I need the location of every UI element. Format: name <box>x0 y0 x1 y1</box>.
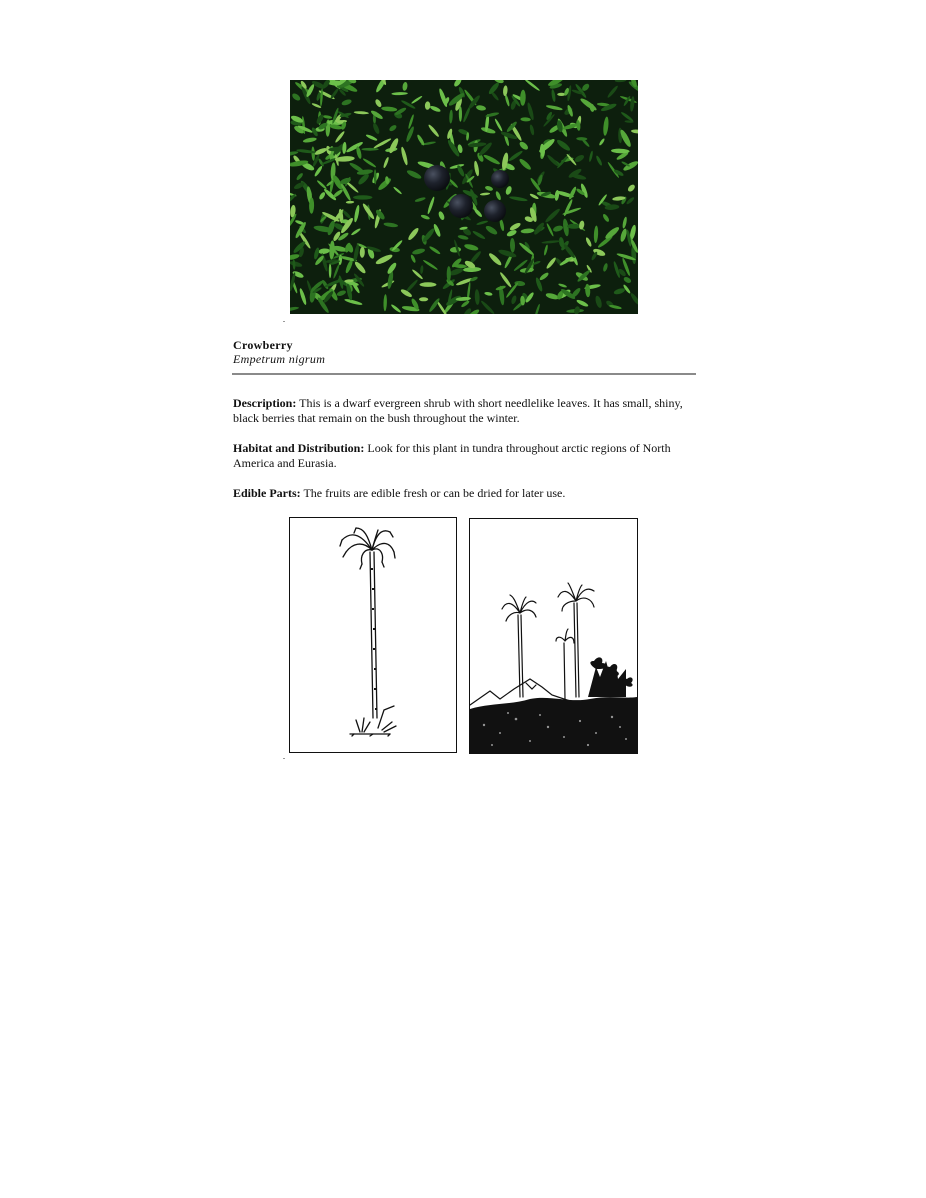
habitat-paragraph <box>233 441 693 471</box>
crowberry-photo <box>290 80 638 314</box>
edible-parts-label: Edible Parts: <box>233 486 301 500</box>
palm-habitat-drawing <box>470 519 637 753</box>
palm-tree-drawing <box>290 518 456 752</box>
palm-tree-illustration <box>289 517 457 753</box>
description-text: This is a dwarf evergreen shrub with short needlelike leaves. It has small, shiny, black berries that remain on the bush throughout the winter. <box>233 396 683 425</box>
leaf-texture <box>419 297 428 301</box>
leaf-texture <box>353 195 372 199</box>
leaf-texture <box>447 266 451 282</box>
plant-scientific-name: Empetrum nigrum <box>233 352 326 366</box>
description-label: Description: <box>233 396 297 410</box>
crowberry-photo-image <box>290 80 638 314</box>
section-divider <box>232 373 696 375</box>
leaf-texture <box>329 263 332 278</box>
palm-habitat-illustration <box>469 518 638 754</box>
habitat-text: Look for this plant in tundra throughout arctic regions of North America and Eurasia. <box>233 441 671 470</box>
habitat-label: Habitat and Distribution: <box>233 441 365 455</box>
edible-parts-paragraph <box>233 486 693 501</box>
leaf-texture <box>420 282 437 287</box>
leaf-texture <box>459 106 462 122</box>
plant-common-name: Crowberry <box>233 338 293 352</box>
edible-parts-text: The fruits are edible fresh or can be dried for later use. <box>303 486 566 500</box>
leaf-texture <box>361 148 378 151</box>
description-paragraph <box>233 396 693 426</box>
